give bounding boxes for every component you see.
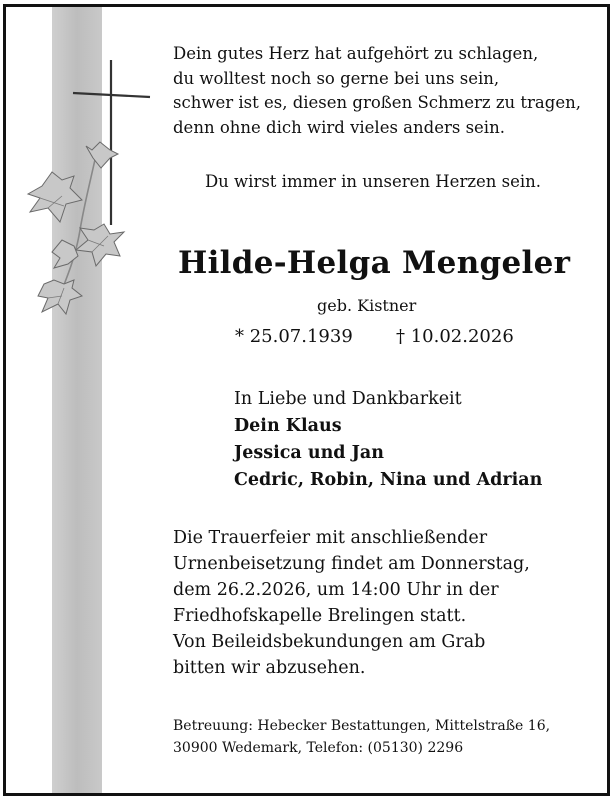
birth-name: geb. Kistner: [317, 296, 417, 315]
motto: [0, 172, 614, 191]
service-line: Urnenbeisetzung findet am Donnerstag,: [173, 554, 530, 574]
poem-line: Dein gutes Herz hat aufgehört zu schlagen,: [173, 44, 539, 63]
service-line: dem 26.2.2026, um 14:00 Uhr in der: [173, 580, 499, 600]
poem-line: du wolltest noch so gerne bei uns sein,: [173, 68, 500, 88]
service-line: Von Beileidsbekundungen am Grab: [173, 632, 486, 652]
birth-date: * 25.07.1939: [235, 326, 353, 347]
funeral-home-info: [173, 715, 550, 759]
mourners-intro: In Liebe und Dankbarkeit: [234, 389, 462, 409]
mourner-name: Jessica und Jan: [234, 443, 384, 463]
poem-line: denn ohne dich wird vieles anders sein.: [173, 117, 505, 137]
mourner-name: Cedric, Robin, Nina und Adrian: [234, 470, 543, 490]
cross-ivy-icon: [0, 0, 160, 330]
poem-line: schwer ist es, diesen großen Schmerz zu tragen,: [173, 93, 581, 112]
poem: [173, 42, 593, 140]
footer-line: Betreuung: Hebecker Bestattungen, Mittelstraße 16,: [173, 718, 551, 734]
service-line: Friedhofskapelle Brelingen statt.: [173, 606, 467, 626]
mourner-name: Dein Klaus: [234, 416, 342, 436]
deceased-name: Hilde-Helga Mengeler: [178, 245, 571, 281]
service-line: bitten wir abzusehen.: [173, 658, 366, 678]
service-info: [173, 525, 530, 681]
footer-line: 30900 Wedemark, Telefon: (05130) 2296: [173, 740, 464, 756]
motto-text: Du wirst immer in unseren Herzen sein.: [204, 172, 542, 191]
mourners-block: [234, 386, 542, 494]
service-line: Die Trauerfeier mit anschließender: [173, 528, 488, 548]
death-date: † 10.02.2026: [396, 326, 514, 347]
